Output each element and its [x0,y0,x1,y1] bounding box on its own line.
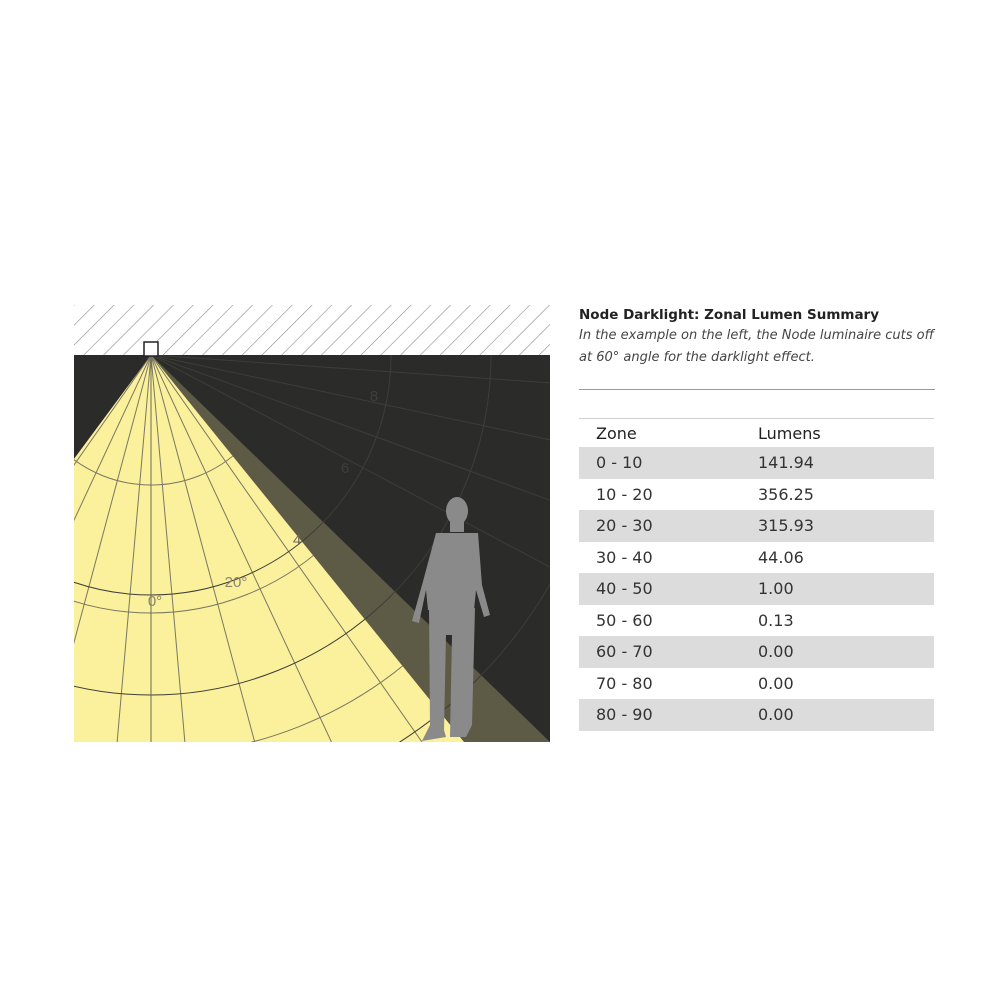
zone-cell: 0 - 10 [596,453,643,473]
zone-label-60: 6 [340,460,350,477]
zone-cell: 30 - 40 [596,547,653,567]
luminaire-icon [144,342,158,356]
lumens-cell: 0.00 [758,642,794,662]
light-distribution-diagram [74,305,550,742]
lumens-cell: 1.00 [758,579,794,599]
lumens-cell: 44.06 [758,547,804,567]
table-row [579,542,934,574]
header-zone: Zone [596,423,637,443]
table-row [579,699,934,731]
table-row [579,510,934,542]
light-distribution-svg [74,305,550,742]
zone-cell: 40 - 50 [596,579,653,599]
lumens-cell: 0.00 [758,705,794,725]
zonal-lumen-table [579,418,934,731]
zone-label-80: 8 [369,388,379,405]
lumens-cell: 356.25 [758,484,814,504]
zone-cell: 10 - 20 [596,484,653,504]
lumens-cell: 0.13 [758,610,794,630]
lumen-summary-panel [579,305,935,731]
zone-label-40: 4 [292,532,302,549]
table-row [579,479,934,511]
summary-title: Node Darklight: Zonal Lumen Summary [579,307,880,323]
zone-label-0: 0° [147,593,163,610]
divider [579,389,935,390]
table-row [579,573,934,605]
table-row [579,447,934,479]
zone-cell: 20 - 30 [596,516,653,536]
zone-cell: 60 - 70 [596,642,653,662]
zone-cell: 50 - 60 [596,610,653,630]
table-row [579,636,934,668]
lumens-cell: 315.93 [758,516,814,536]
header-lumens: Lumens [758,423,821,443]
lumens-cell: 0.00 [758,673,794,693]
zone-cell: 80 - 90 [596,705,653,725]
table-row [579,605,934,637]
summary-description: In the example on the left, the Node luminaire cuts off at 60° angle for the darklight effect. [579,328,934,365]
zone-label-20: 20° [224,574,248,591]
table-header [579,418,934,447]
table-row [579,668,934,700]
zone-cell: 70 - 80 [596,673,653,693]
lumens-cell: 141.94 [758,453,814,473]
